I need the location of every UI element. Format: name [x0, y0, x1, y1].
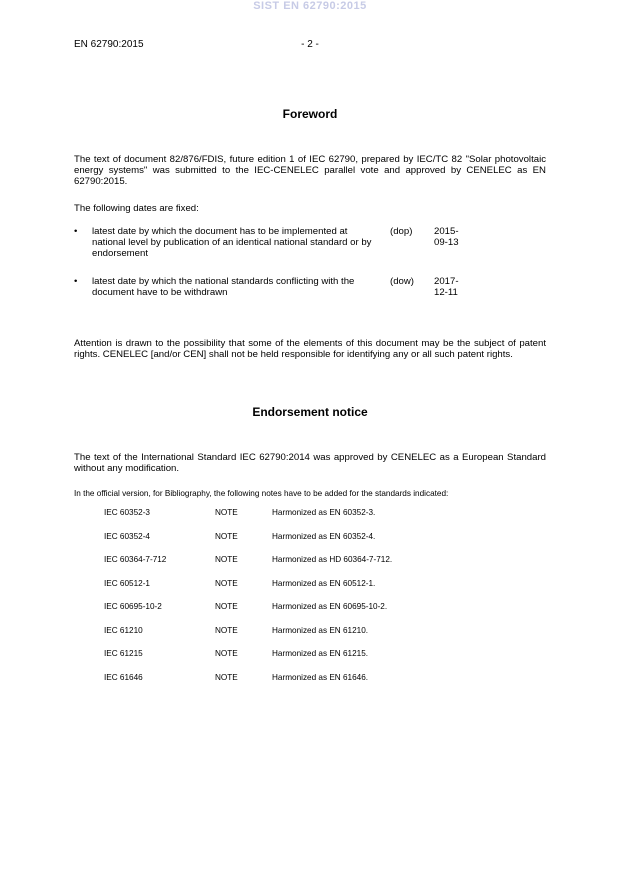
- harmonized-cell: Harmonized as EN 61646.: [272, 672, 369, 682]
- note-label-cell: NOTE: [215, 625, 238, 635]
- date-item-text: latest date by which the national standards conflicting with the document have to be withdrawn: [92, 276, 355, 299]
- harmonized-cell: Harmonized as EN 61215.: [272, 649, 369, 658]
- date-item-code: (dop): [390, 226, 413, 237]
- bullet-icon: •: [74, 226, 78, 237]
- bullet-icon: •: [74, 276, 78, 287]
- harmonized-cell: Harmonized as EN 60352-3.: [272, 508, 376, 517]
- patent-attention: Attention is drawn to the possibility that some of the elements of this document may be the subject of patent rights. CENELEC [and/or CEN] shall not be held responsible for identifying any or all such patent rights.: [74, 338, 546, 361]
- page-number: - 2 -: [301, 39, 319, 50]
- harmonized-cell: Harmonized as EN 60352-4.: [272, 531, 376, 541]
- foreword-intro: The text of document 82/876/FDIS, future edition 1 of IEC 62790, prepared by IEC/TC 82 "Solar photovoltaic energy systems" was submitted to the IEC-CENELEC parallel vote and approved by CENELEC as EN 62790:2015.: [74, 154, 546, 188]
- note-label-cell: NOTE: [215, 555, 238, 564]
- endorsement-text: The text of the International Standard IEC 62790:2014 was approved by CENELEC as a European Standard without any modification.: [74, 452, 546, 475]
- endorsement-title: Endorsement notice: [252, 405, 368, 419]
- bibliography-note: In the official version, for Bibliography, the following notes have to be added for the standards indicated:: [74, 489, 449, 498]
- document-id: EN 62790:2015: [74, 39, 144, 50]
- note-label-cell: NOTE: [215, 602, 238, 611]
- date-item-code: (dow): [390, 276, 414, 287]
- date-item-date: 2017-12-11: [434, 276, 459, 299]
- dates-intro: The following dates are fixed:: [74, 203, 199, 214]
- note-label-cell: NOTE: [215, 531, 238, 541]
- standard-cell: IEC 61646: [104, 672, 143, 682]
- harmonized-cell: Harmonized as EN 60695-10-2.: [272, 602, 388, 611]
- note-label-cell: NOTE: [215, 508, 238, 517]
- standard-cell: IEC 60364-7-712: [104, 555, 167, 564]
- note-label-cell: NOTE: [215, 578, 238, 588]
- standard-cell: IEC 61210: [104, 625, 143, 635]
- harmonized-cell: Harmonized as HD 60364-7-712.: [272, 555, 393, 564]
- watermark: SIST EN 62790:2015: [253, 0, 367, 12]
- note-label-cell: NOTE: [215, 649, 238, 658]
- standard-cell: IEC 60352-4: [104, 531, 150, 541]
- harmonized-cell: Harmonized as EN 60512-1.: [272, 578, 376, 588]
- standard-cell: IEC 60512-1: [104, 578, 150, 588]
- date-item-text: latest date by which the document has to be implemented at national level by publication of an identical national standard or by endorsement: [92, 226, 372, 260]
- standard-cell: IEC 60352-3: [104, 508, 150, 517]
- foreword-title: Foreword: [282, 107, 338, 121]
- standard-cell: IEC 60695-10-2: [104, 602, 162, 611]
- date-item-date: 2015-09-13: [434, 226, 459, 249]
- standard-cell: IEC 61215: [104, 649, 143, 658]
- harmonized-cell: Harmonized as EN 61210.: [272, 625, 369, 635]
- note-label-cell: NOTE: [215, 672, 238, 682]
